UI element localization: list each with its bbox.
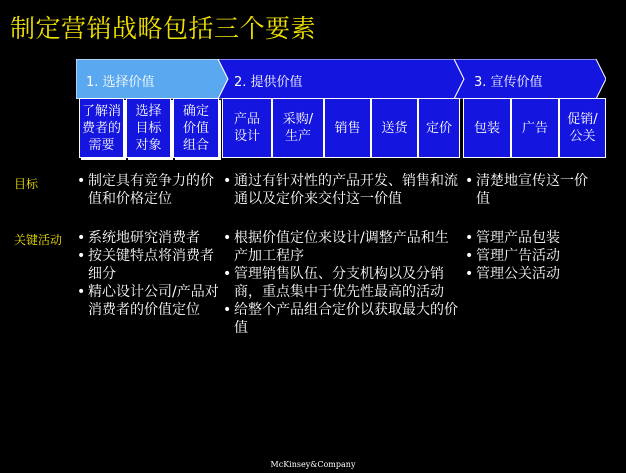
goal-column-2 [223,172,463,208]
section-label: 1. 选择价值 [86,75,155,90]
subbox-understand-needs: 了解消费者的需要 [79,98,124,158]
activity-item: • 管理产品包装 [465,229,605,247]
activities-column-2 [223,229,459,337]
subbox-pricing: 定价 [418,98,460,158]
goal-column-3 [465,172,597,208]
activity-item: • 按关键特点将消费者细分 [77,247,225,283]
subbox-value-mix: 确定价值组合 [173,98,219,158]
section-select-value [76,59,228,99]
row-label-goal: 目标 [14,177,39,191]
activity-item: • 管理销售队伍、分支机构以及分销商，重点集中于优先性最高的活动 [223,265,459,301]
goal-item: • 制定具有竞争力的价值和价格定位 [77,172,225,208]
section-provide-value [218,59,464,99]
activity-item: • 精心设计公司/产品对消费者的价值定位 [77,283,225,319]
activity-item: • 管理公关活动 [465,265,605,283]
activity-item: • 系统地研究消费者 [77,229,225,247]
activities-column-3 [465,229,605,283]
section-label: 3. 宣传价值 [474,75,543,90]
subbox-promotion-pr: 促销/公关 [559,98,606,158]
activities-column-1 [77,229,225,319]
activity-item: • 给整个产品组合定价以获取最大的价值 [223,301,459,337]
footer-brand: McKinsey&Company [270,460,356,469]
row-label-key-activities: 关键活动 [14,233,63,247]
goal-item: • 清楚地宣传这一价值 [465,172,597,208]
subbox-packaging: 包装 [463,98,511,158]
section-communicate-value [454,59,606,99]
subbox-sales: 销售 [324,98,371,158]
subbox-procurement: 采购/生产 [272,98,324,158]
activity-item: • 管理广告活动 [465,247,605,265]
goal-item: • 通过有针对性的产品开发、销售和流通以及定价来交付这一价值 [223,172,463,208]
goal-column-1 [77,172,225,208]
page-title: 制定营销战略包括三个要素 [10,14,317,43]
subbox-delivery: 送货 [371,98,418,158]
subbox-select-target: 选择目标对象 [126,98,171,158]
subbox-advertising: 广告 [511,98,559,158]
subbox-product-design: 产品设计 [222,98,272,158]
activity-item: • 根据价值定位来设计/调整产品和生产加工程序 [223,229,459,265]
section-label: 2. 提供价值 [234,75,303,90]
